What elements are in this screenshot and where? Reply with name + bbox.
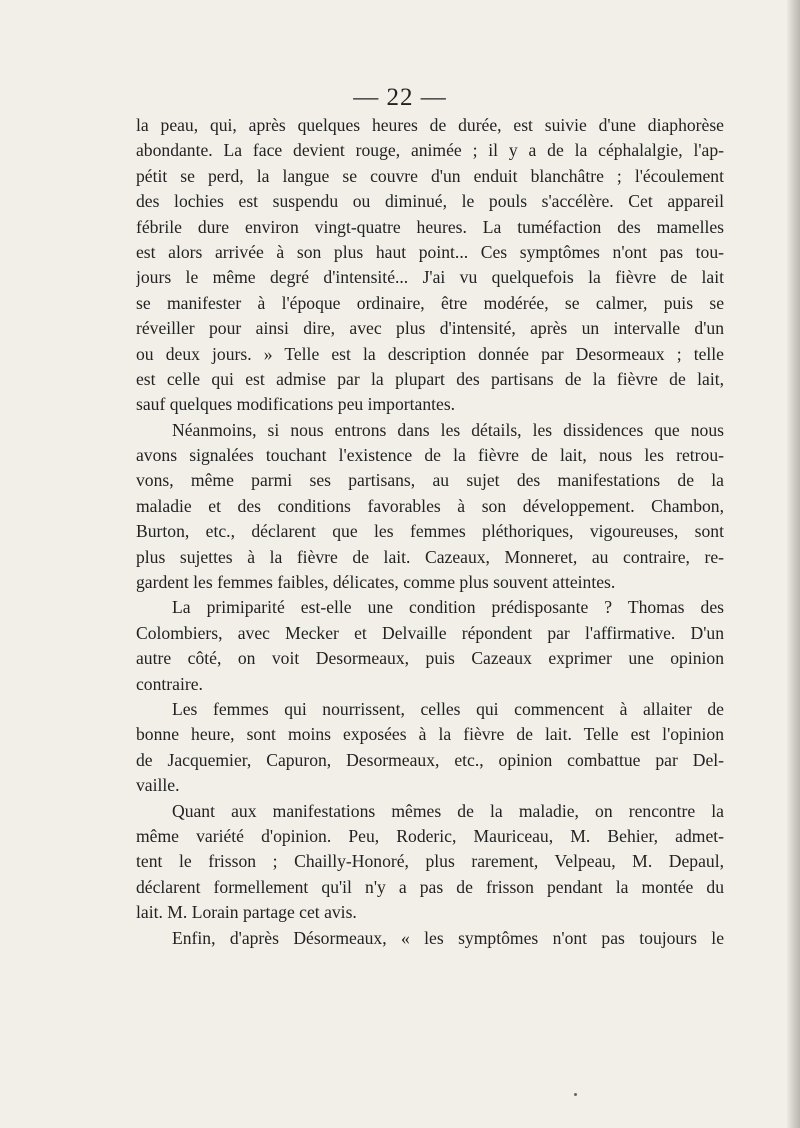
text-line: même variété d'opinion. Peu, Roderic, Mauriceau, M. Behier, admet- xyxy=(136,825,724,846)
text-line: Colombiers, avec Mecker et Delvaille répondent par l'affirmative. D'un xyxy=(136,622,724,643)
text-line: Burton, etc., déclarent que les femmes pléthoriques, vigoureuses, sont xyxy=(136,521,724,542)
text-line: vaille. xyxy=(136,775,180,796)
text-line: Les femmes qui nourrissent, celles qui commencent à allaiter de xyxy=(172,698,724,719)
text-line: ou deux jours. » Telle est la description donnée par Desormeaux ; telle xyxy=(136,343,724,364)
text-line: tent le frisson ; Chailly-Honoré, plus rarement, Velpeau, M. Depaul, xyxy=(136,851,724,872)
text-line: autre côté, on voit Desormeaux, puis Cazeaux exprimer une opinion xyxy=(136,648,724,669)
text-line: gardent les femmes faibles, délicates, comme plus souvent atteintes. xyxy=(136,572,616,593)
text-line: réveiller pour ainsi dire, avec plus d'intensité, après un intervalle d'un xyxy=(136,318,724,339)
text-line: lait. M. Lorain partage cet avis. xyxy=(136,902,357,923)
text-line: Enfin, d'après Désormeaux, « les symptômes n'ont pas toujours le xyxy=(172,927,724,948)
text-line: déclarent formellement qu'il n'y a pas de frisson pendant la montée du xyxy=(136,876,724,897)
text-line: est celle qui est admise par la plupart des partisans de la fièvre de lait, xyxy=(136,368,724,389)
text-line: de Jacquemier, Capuron, Desormeaux, etc., opinion combattue par Del- xyxy=(136,749,724,770)
text-line: des lochies est suspendu ou diminué, le pouls s'accélère. Cet appareil xyxy=(136,191,724,212)
text-line: pétit se perd, la langue se couvre d'un enduit blanchâtre ; l'écoulement xyxy=(136,165,724,186)
page-edge-shadow xyxy=(786,0,800,1128)
text-line: avons signalées touchant l'existence de la fièvre de lait, nous les retrou- xyxy=(136,445,724,466)
text-line: maladie et des conditions favorables à son développement. Chambon, xyxy=(136,495,724,516)
text-line: vons, même parmi ses partisans, au sujet des manifestations de la xyxy=(136,470,724,491)
speck-mark xyxy=(574,1093,577,1096)
text-line: contraire. xyxy=(136,673,203,694)
text-line: est alors arrivée à son plus haut point... Ces symptômes n'ont pas tou- xyxy=(136,241,724,262)
text-line: plus sujettes à la fièvre de lait. Cazeaux, Monneret, au contraire, re- xyxy=(136,546,724,567)
text-line: bonne heure, sont moins exposées à la fièvre de lait. Telle est l'opinion xyxy=(136,724,724,745)
text-line: se manifester à l'époque ordinaire, être modérée, se calmer, puis se xyxy=(136,292,724,313)
text-line: la peau, qui, après quelques heures de durée, est suivie d'une diaphorèse xyxy=(136,115,724,135)
text-line: La primiparité est-elle une condition prédisposante ? Thomas des xyxy=(172,597,724,618)
text-line: Néanmoins, si nous entrons dans les détails, les dissidences que nous xyxy=(172,419,724,440)
text-line: fébrile dure environ vingt-quatre heures. La tuméfaction des mamelles xyxy=(136,216,724,237)
text-line: abondante. La face devient rouge, animée ; il y a de la céphalalgie, l'ap- xyxy=(136,140,724,161)
page-number: — 22 — xyxy=(353,84,447,111)
body-text xyxy=(136,113,724,951)
text-line: jours le même degré d'intensité... J'ai vu quelquefois la fièvre de lait xyxy=(136,267,724,288)
text-line: sauf quelques modifications peu importantes. xyxy=(136,394,456,415)
text-line: Quant aux manifestations mêmes de la maladie, on rencontre la xyxy=(172,800,724,821)
